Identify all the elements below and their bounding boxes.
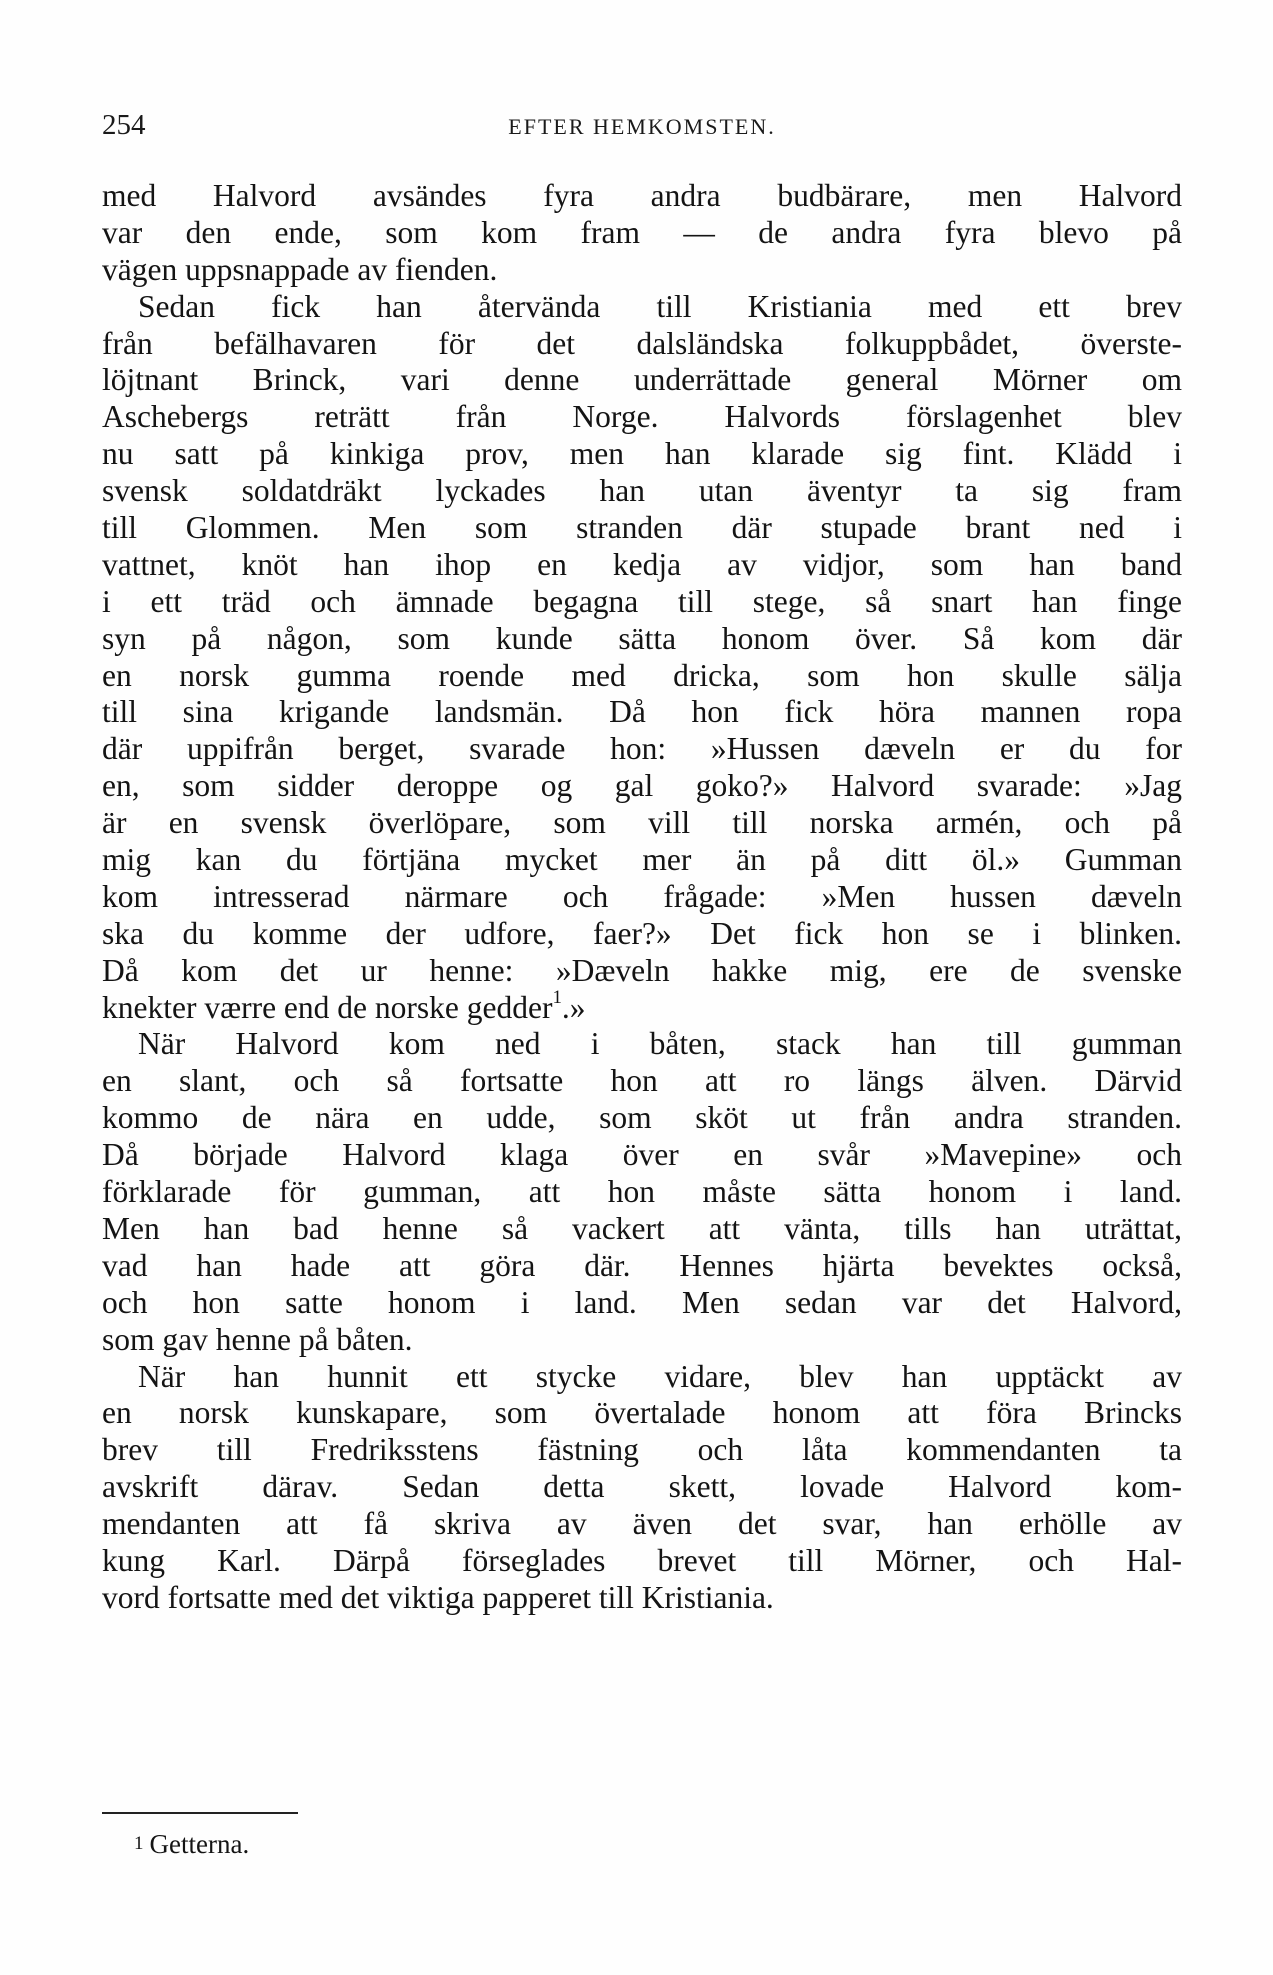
chapter-title: EFTER HEMKOMSTEN. <box>508 114 776 139</box>
text-line: med Halvord avsändes fyra andra budbärare, men Halvord <box>102 178 1182 213</box>
text-line: en slant, och så fortsatte hon att ro längs älven. Därvid <box>102 1063 1182 1099</box>
text-line: en, som sidder deroppe og gal goko?» Halvord svarade: »Jag <box>102 768 1182 804</box>
text-line: till sina krigande landsmän. Då hon fick höra mannen ropa <box>102 694 1182 730</box>
text-line: När han hunnit ett stycke vidare, blev han upptäckt av <box>138 1358 1182 1394</box>
page-number: 254 <box>102 109 146 141</box>
text-line: förklarade för gumman, att hon måste sätta honom i land. <box>102 1174 1182 1210</box>
text-line: en norsk kunskapare, som övertalade honom att föra Brincks <box>102 1395 1182 1431</box>
text-line: vad han hade att göra där. Hennes hjärta bevektes också, <box>102 1247 1182 1283</box>
text-line: avskrift därav. Sedan detta skett, lovade Halvord kom- <box>102 1469 1182 1505</box>
text-line: kung Karl. Därpå förseglades brevet till Mörner, och Hal- <box>102 1542 1182 1578</box>
text-line: brev till Fredriksstens fästning och låta kommendanten ta <box>102 1432 1182 1468</box>
text-segment: .» <box>561 989 586 1025</box>
text-line: När Halvord kom ned i båten, stack han till gumman <box>138 1026 1182 1062</box>
text-line: Sedan fick han återvända till Kristiania med ett brev <box>138 288 1182 324</box>
text-line: kommo de nära en udde, som sköt ut från andra stranden. <box>102 1100 1182 1136</box>
text-line: där uppifrån berget, svarade hon: »Hussen dæveln er du for <box>102 731 1182 767</box>
text-line: från befälhavaren för det dalsländska folkuppbådet, överste- <box>102 325 1182 361</box>
text-line: Då kom det ur henne: »Dæveln hakke mig, ere de svenske <box>102 952 1182 988</box>
text-segment: knekter værre end de norske gedder <box>102 989 553 1025</box>
body-text <box>102 178 1182 1617</box>
text-line: ska du komme der udfore, faer?» Det fick hon se i blinken. <box>102 915 1182 951</box>
text-line: vord fortsatte med det viktiga papperet till Kristiania. <box>102 1579 774 1615</box>
text-line: syn på någon, som kunde sätta honom över. Så kom där <box>102 620 1182 656</box>
text-line: en norsk gumma roende med dricka, som hon skulle sälja <box>102 657 1182 693</box>
text-line: var den ende, som kom fram — de andra fyra blevo på <box>102 214 1182 250</box>
text-line: vägen uppsnappade av fienden. <box>102 251 498 287</box>
footnote-marker: 1 <box>134 1833 144 1854</box>
text-line: svensk soldatdräkt lyckades han utan äventyr ta sig fram <box>102 473 1182 509</box>
text-line: är en svensk överlöpare, som vill till norska armén, och på <box>102 805 1182 841</box>
text-line <box>102 987 1182 1027</box>
text-line: i ett träd och ämnade begagna till stege, så snart han finge <box>102 583 1182 619</box>
text-line: mig kan du förtjäna mycket mer än på ditt öl.» Gumman <box>102 842 1182 878</box>
footnote <box>134 1826 249 1862</box>
text-line: kom intresserad närmare och frågade: »Men hussen dæveln <box>102 878 1182 914</box>
text-line: Aschebergs reträtt från Norge. Halvords förslagenhet blev <box>102 399 1182 435</box>
text-line: Då började Halvord klaga över en svår »Mavepine» och <box>102 1137 1182 1173</box>
text-line: löjtnant Brinck, vari denne underrättade general Mörner om <box>102 362 1182 398</box>
text-line: som gav henne på båten. <box>102 1321 413 1357</box>
text-line: nu satt på kinkiga prov, men han klarade sig fint. Klädd i <box>102 436 1182 472</box>
text-line: vattnet, knöt han ihop en kedja av vidjor, som han band <box>102 546 1182 582</box>
text-line: mendanten att få skriva av även det svar, han erhölle av <box>102 1506 1182 1542</box>
footnote-reference: 1 <box>552 987 562 1009</box>
text-line: till Glommen. Men som stranden där stupade brant ned i <box>102 510 1182 546</box>
footnote-text: Getterna. <box>149 1829 250 1859</box>
running-head <box>102 105 1182 145</box>
text-line: och hon satte honom i land. Men sedan var det Halvord, <box>102 1284 1182 1320</box>
text-line: Men han bad henne så vackert att vänta, tills han uträttat, <box>102 1210 1182 1246</box>
footnote-rule <box>102 1812 298 1814</box>
